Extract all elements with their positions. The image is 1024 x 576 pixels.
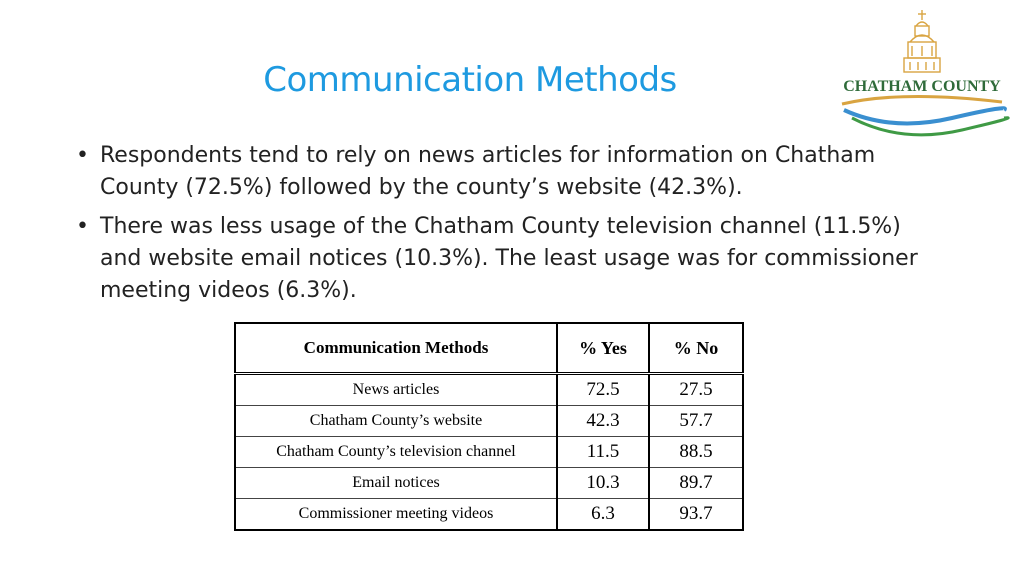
cell-yes: 11.5 bbox=[557, 437, 649, 468]
bullet-list bbox=[74, 140, 934, 314]
logo-wave-gold bbox=[842, 96, 1002, 104]
table-row bbox=[235, 437, 743, 468]
cell-no: 89.7 bbox=[649, 468, 743, 499]
table-header-row bbox=[235, 323, 743, 374]
table-row bbox=[235, 374, 743, 406]
bullet-text: Respondents tend to rely on news articles for information on Chatham County (72.5%) followed by the county’s website (42.3%). bbox=[100, 143, 876, 200]
table-row bbox=[235, 406, 743, 437]
header-yes: % Yes bbox=[557, 323, 649, 374]
bullet-text: There was less usage of the Chatham County television channel (11.5%) and website email notices (10.3%). The least usage was for commissioner meeting videos (6.3%). bbox=[100, 214, 918, 303]
cell-method: Email notices bbox=[235, 468, 557, 499]
table-row bbox=[235, 468, 743, 499]
communication-methods-table bbox=[234, 322, 744, 531]
logo-wave-blue bbox=[844, 108, 1005, 123]
chatham-county-logo bbox=[832, 6, 1012, 146]
bullet-item bbox=[74, 211, 934, 307]
bullet-item bbox=[74, 140, 934, 204]
cell-no: 57.7 bbox=[649, 406, 743, 437]
cell-method: News articles bbox=[235, 374, 557, 406]
bullet-dot: • bbox=[76, 214, 89, 239]
cell-method: Commissioner meeting videos bbox=[235, 499, 557, 531]
cell-method: Chatham County’s website bbox=[235, 406, 557, 437]
cell-yes: 6.3 bbox=[557, 499, 649, 531]
bullet-dot: • bbox=[76, 143, 89, 168]
cell-no: 93.7 bbox=[649, 499, 743, 531]
slide-title: Communication Methods bbox=[263, 60, 677, 100]
header-no: % No bbox=[649, 323, 743, 374]
table-row bbox=[235, 499, 743, 531]
cell-method: Chatham County’s television channel bbox=[235, 437, 557, 468]
cell-yes: 42.3 bbox=[557, 406, 649, 437]
logo-text: CHATHAM COUNTY bbox=[843, 78, 1001, 95]
cell-yes: 72.5 bbox=[557, 374, 649, 406]
cell-no: 88.5 bbox=[649, 437, 743, 468]
cell-no: 27.5 bbox=[649, 374, 743, 406]
courthouse-icon bbox=[904, 10, 940, 72]
cell-yes: 10.3 bbox=[557, 468, 649, 499]
header-methods: Communication Methods bbox=[235, 323, 557, 374]
